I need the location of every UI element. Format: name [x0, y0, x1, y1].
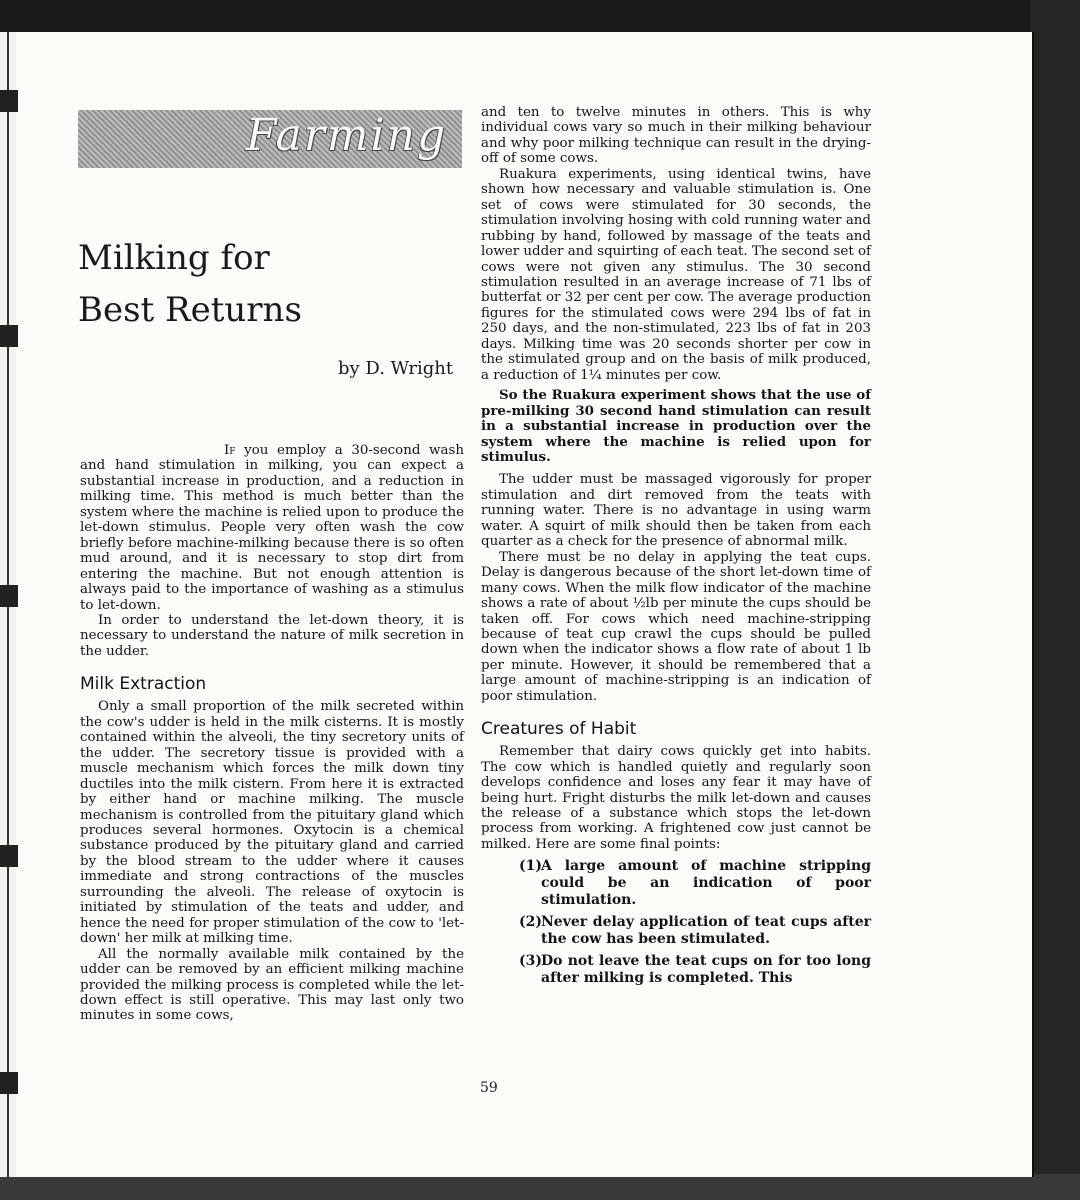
binding-clip-icon [0, 325, 18, 347]
title-line-2: Best Returns [78, 290, 302, 330]
paragraph: The udder must be massaged vigorously for proper stimulation and dirt removed from the teats with running water. There is no advantage in using warm water. A squirt of milk should then be taken from each quarter as a check for the presence of abnormal milk. [481, 472, 871, 550]
title-line-1: Milking for [78, 238, 270, 278]
list-item [519, 858, 871, 909]
lead-in: If [224, 443, 236, 458]
scan-border-right [1030, 0, 1080, 1200]
highlight-paragraph: So the Ruakura experiment shows that the use of pre-milking 30 second hand stimulation can result in a substantial increase in production over the system where the machine is relied upon for stimulus. [481, 387, 871, 465]
paragraph-text: you employ a 30-second wash and hand stimulation in milking, you can expect a substantial increase in production, and a reduction in milking time. This method is much better than the system where the machine is relied upon to produce the let-down stimulus. People very often wash the cow briefly before machine-milking because there is so often mud around, and it is necessary to stop dirt from entering the machine. But not enough attention is always paid to the importance of washing as a stimulus to let-down. [80, 443, 464, 613]
paragraph: Remember that dairy cows quickly get into habits. The cow which is handled quietly and regularly soon develops confidence and loses any fear it may have of being hurt. Fright disturbs the milk let-down and causes the release of a substance which stops the let-down process from working. A frightened cow just cannot be milked. Here are some final points: [481, 744, 871, 852]
list-item [519, 914, 871, 948]
list-number: (1) [519, 858, 542, 875]
subheading: Creatures of Habit [481, 719, 637, 740]
paragraph: Only a small proportion of the milk secreted within the cow's udder is held in the milk cisterns. It is mostly contained within the alveoli, the tiny secretory units of the udder. The secretory tissue is provided with a muscle mechanism which forces the milk down tiny ductiles into the milk cistern. From here it is extracted by either hand or machine milking. The muscle mechanism is controlled from the pituitary gland which produces several hormones. Oxytocin is a chemical substance produced by the pituitary gland and carried by the blood stream to the udder where it causes immediate and strong contractions of the muscles surrounding the alveoli. The release of oxytocin is initiated by stimulation of the teats and udder, and hence the need for proper stimulation of the cow to 'let-down' her milk at milking time. [80, 699, 464, 947]
binding-clip-icon [0, 845, 18, 867]
binding-clip-icon [0, 1072, 18, 1094]
page-number: 59 [480, 1080, 498, 1096]
paragraph: In order to understand the let-down theory, it is necessary to understand the nature of milk secretion in the udder. [80, 612, 464, 659]
scan-border-top [0, 0, 1080, 34]
list-number: (2) [519, 914, 542, 931]
list-text: Do not leave the teat cups on for too long after milking is completed. This [541, 953, 871, 987]
byline: by D. Wright [338, 358, 454, 379]
final-points-list [481, 858, 871, 987]
list-item [519, 953, 871, 987]
paragraph: There must be no delay in applying the teat cups. Delay is dangerous because of the short let-down time of many cows. When the milk flow indicator of the machine shows a rate of about ½lb per minute the cups should be taken off. For cows which need machine-stripping because of teat cup crawl the cups should be pulled down when the indicator shows a flow rate of about 1 lb per minute. However, it should be remembered that a large amount of machine-stripping is an indication of poor stimulation. [481, 549, 871, 704]
binding-clip-icon [0, 585, 18, 607]
section-banner [78, 110, 462, 168]
paragraph: and ten to twelve minutes in others. This is why individual cows vary so much in their milking behaviour and why poor milking technique can result in the drying-off of some cows. [481, 105, 871, 167]
right-column [481, 105, 871, 992]
list-text: A large amount of machine stripping could be an indication of poor stimulation. [541, 858, 871, 909]
section-banner-title: Farming [246, 110, 448, 161]
paragraph [80, 443, 464, 613]
left-column [80, 443, 464, 1024]
scan-border-bottom [0, 1174, 1080, 1200]
paragraph: All the normally available milk contained by the udder can be removed by an efficient milking machine provided the milking process is completed while the let-down effect is still operative. This may last only two minutes in some cows, [80, 946, 464, 1024]
article-title [78, 232, 438, 336]
subheading: Milk Extraction [80, 674, 207, 695]
list-text: Never delay application of teat cups after the cow has been stimulated. [541, 914, 871, 948]
paragraph: Ruakura experiments, using identical twins, have shown how necessary and valuable stimulation is. One set of cows were stimulated for 30 seconds, the stimulation involving hosing with cold running water and rubbing by hand, followed by massage of the teats and lower udder and squirting of each teat. The second set of cows were not given any stimulus. The 30 second stimulation resulted in an average increase of 71 lbs of butterfat or 32 per cent per cow. The average production figures for the stimulated cows were 294 lbs of fat in 250 days, and the non-stimulated, 223 lbs of fat in 203 days. Milking time was 20 seconds shorter per cow in the stimulated group and on the basis of milk produced, a reduction of 1¼ minutes per cow. [481, 166, 871, 383]
binding-clip-icon [0, 90, 18, 112]
list-number: (3) [519, 953, 542, 970]
